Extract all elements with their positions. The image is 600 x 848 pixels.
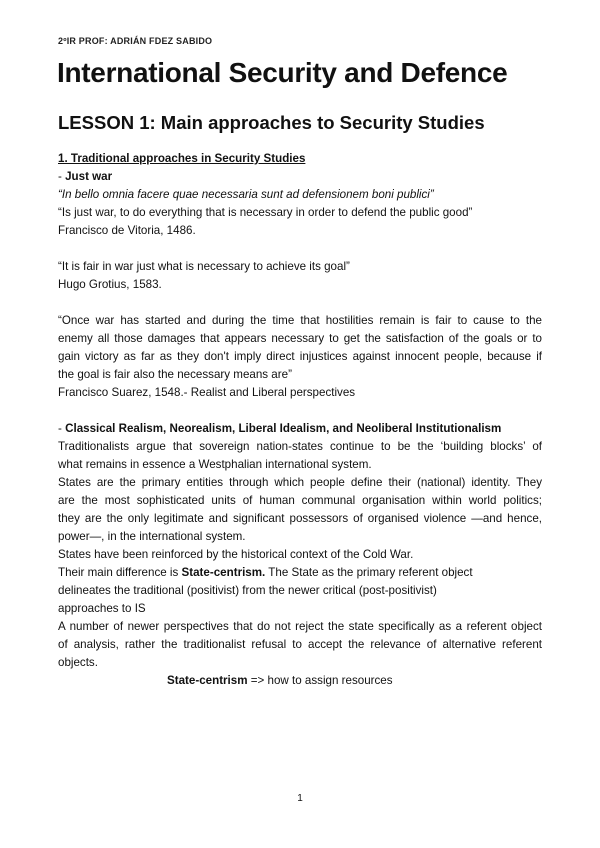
paragraph-line: delineates the traditional (positivist) from the newer critical (post-positivist) xyxy=(58,584,437,597)
paragraph-line: what remains in essence a Westphalian international system. xyxy=(58,458,372,471)
quote-suarez-line: enemy all those damages that appears necessary to get the satisfaction of the goals or to xyxy=(58,332,542,345)
latin-quote: “In bello omnia facere quae necessaria sunt ad defensionem boni publici” xyxy=(58,188,434,201)
paragraph-line: they are the only legitimate and significant possessors of organised violence —and hence, xyxy=(58,512,542,525)
paragraph-line: of analysis, rather the traditionalist refusal to accept the relevance of alternative referent xyxy=(58,638,542,651)
state-centrism-rest: => how to assign resources xyxy=(247,674,393,687)
paragraph-line: A number of newer perspectives that do not reject the state specifically as a referent object xyxy=(58,620,542,633)
paragraph-line: States are the primary entities through which people define their (national) identity. They xyxy=(58,476,542,489)
paragraph-line: States have been reinforced by the historical context of the Cold War. xyxy=(58,548,414,561)
quote-suarez-line: gain victory as far as they don't imply direct injustices against innocent people, because if xyxy=(58,350,542,363)
document-title: International Security and Defence xyxy=(57,57,508,88)
subsection-classical: - Classical Realism, Neorealism, Liberal Idealism, and Neoliberal Institutionalism xyxy=(58,422,502,435)
main-difference-line xyxy=(58,564,542,582)
just-war-heading: Just war xyxy=(65,170,113,183)
classical-heading: Classical Realism, Neorealism, Liberal Idealism, and Neoliberal Institutionalism xyxy=(65,422,502,435)
main-diff-prefix: Their main difference is xyxy=(58,566,182,579)
paragraph-line: Traditionalists argue that sovereign nation-states continue to be the ‘building blocks’ of xyxy=(58,440,542,453)
state-centrism-line xyxy=(58,672,542,690)
subsection-just-war: - Just war xyxy=(58,170,113,183)
section-heading-traditional: 1. Traditional approaches in Security Studies xyxy=(58,152,306,165)
main-diff-bold: State-centrism. xyxy=(181,566,266,579)
paragraph-line: power—, in the international system. xyxy=(58,530,246,543)
quote-suarez-line: the goal is fair also the necessary means are” xyxy=(58,368,292,381)
paragraph-line: objects. xyxy=(58,656,98,669)
attribution-suarez: Francisco Suarez, 1548.- Realist and Liberal perspectives xyxy=(58,386,356,399)
page-number: 1 xyxy=(297,793,303,804)
lesson-heading: LESSON 1: Main approaches to Security Studies xyxy=(58,112,485,133)
attribution-vitoria: Francisco de Vitoria, 1486. xyxy=(58,224,196,237)
paragraph-line: approaches to IS xyxy=(58,602,146,615)
main-diff-suffix: The State as the primary referent object xyxy=(265,566,473,579)
quote-grotius: “It is fair in war just what is necessary to achieve its goal” xyxy=(58,260,350,273)
paragraph-line: are the most sophisticated units of human communal organisation within world politics; xyxy=(58,494,542,507)
quote-translation: “Is just war, to do everything that is necessary in order to defend the public good” xyxy=(58,206,473,219)
document-body xyxy=(58,150,542,690)
page-header: 2ºIR PROF: ADRIÁN FDEZ SABIDO xyxy=(58,36,213,46)
quote-suarez-line: “Once war has started and during the time that hostilities remain is fair to cause to the xyxy=(58,314,542,327)
state-centrism-bold: State-centrism xyxy=(167,674,248,687)
attribution-grotius: Hugo Grotius, 1583. xyxy=(58,278,162,291)
